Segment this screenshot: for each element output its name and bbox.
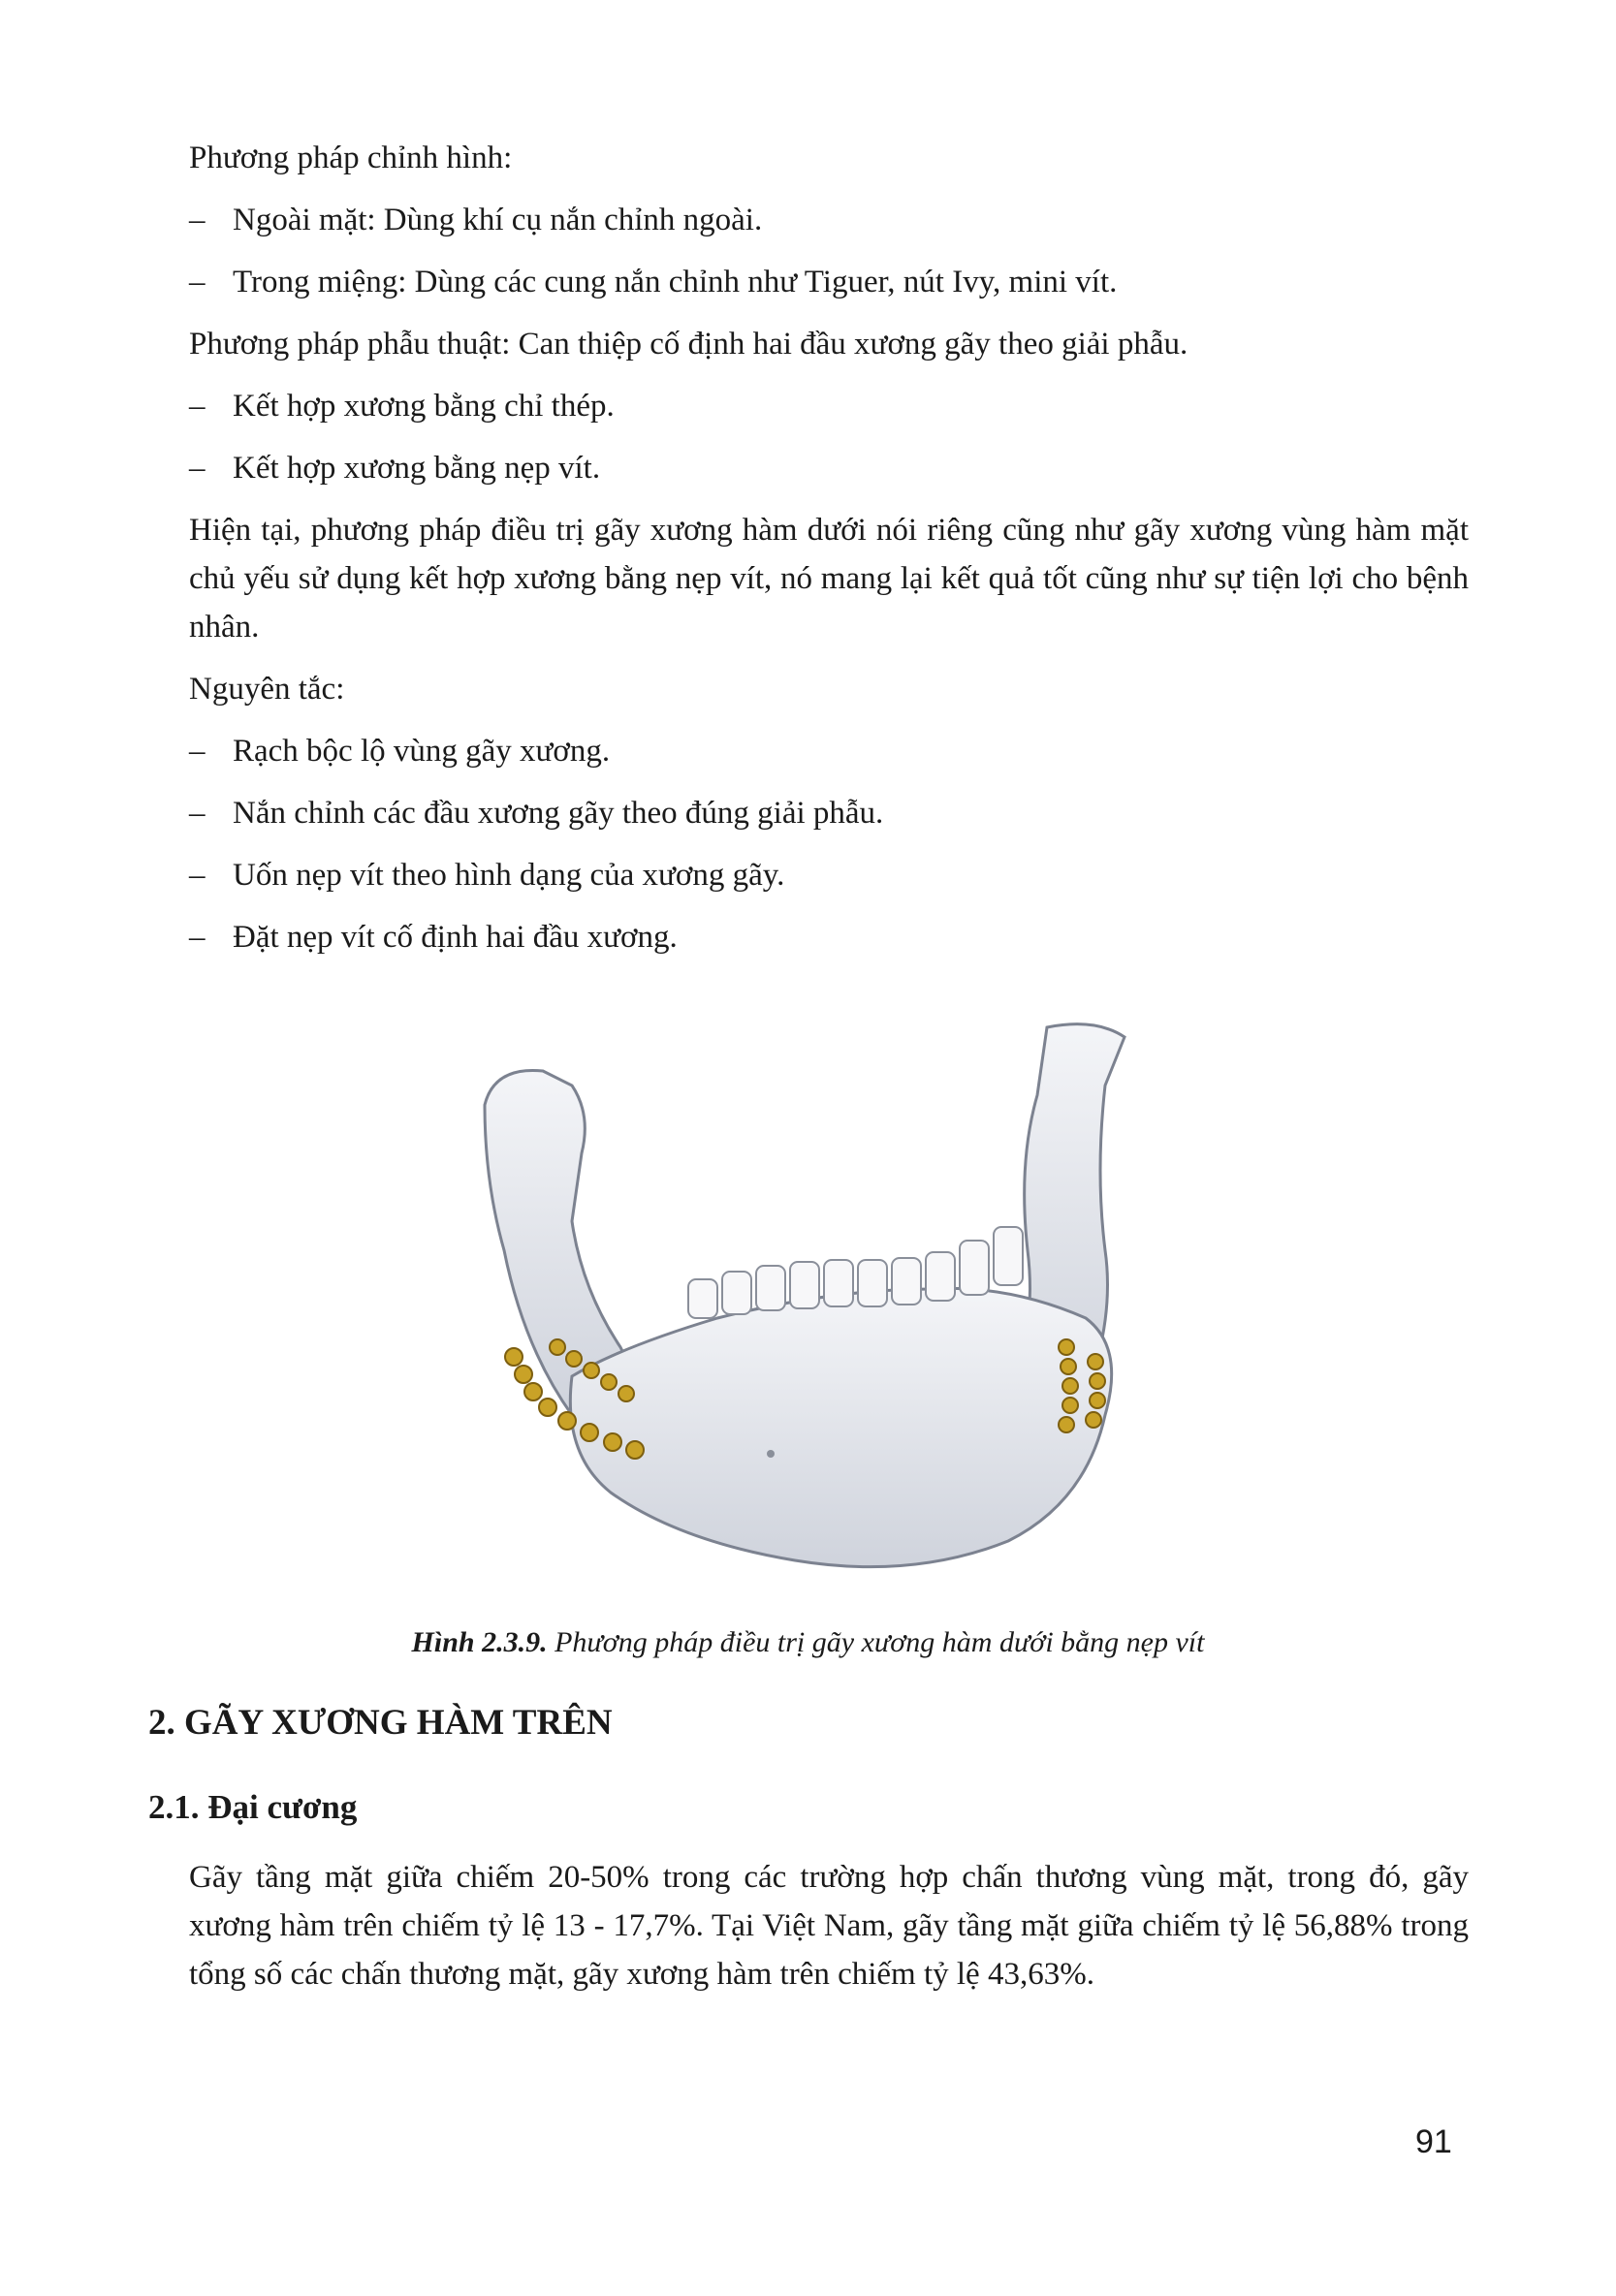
list-item: – Rạch bộc lộ vùng gãy xương. <box>189 727 1469 775</box>
caption-text: Phương pháp điều trị gãy xương hàm dưới bằng nẹp vít <box>547 1626 1205 1658</box>
list-item: – Uốn nẹp vít theo hình dạng của xương gãy. <box>189 851 1469 899</box>
dash-mark: – <box>189 451 206 486</box>
dash-mark: – <box>189 203 206 237</box>
dash-mark: – <box>189 389 206 424</box>
list-item: – Nắn chỉnh các đầu xương gãy theo đúng giải phẫu. <box>189 789 1469 837</box>
mandible-illustration <box>427 998 1202 1599</box>
list-item: – Ngoài mặt: Dùng khí cụ nắn chỉnh ngoài. <box>189 196 1469 244</box>
subsection-heading: 2.1. Đại cương <box>148 1788 358 1826</box>
dash-mark: – <box>189 858 206 893</box>
list-item: – Kết hợp xương bằng nẹp vít. <box>189 444 1469 492</box>
figure-caption <box>0 1623 1616 1662</box>
current-method-paragraph: Hiện tại, phương pháp điều trị gãy xương hàm dưới nói riêng cũng như gãy xương vùng hàm mặt chủ yếu sử dụng kết hợp xương bằng nẹp vít, nó mang lại kết quả tốt cũng như sự tiện lợi cho bệnh nhân. <box>189 513 1469 645</box>
section-heading: 2. GÃY XƯƠNG HÀM TRÊN <box>148 1703 613 1743</box>
general-paragraph: Gãy tầng mặt giữa chiếm 20-50% trong các trường hợp chấn thương vùng mặt, trong đó, gãy xương hàm trên chiếm tỷ lệ 13 - 17,7%. Tại Việt Nam, gãy tầng mặt giữa chiếm tỷ lệ 56,88% trong tổng số các chấn thương mặt, gãy xương hàm trên chiếm tỷ lệ 43,63%. <box>189 1860 1469 1992</box>
dash-mark: – <box>189 920 206 955</box>
dash-mark: – <box>189 734 206 769</box>
body-lower <box>189 1853 1469 1998</box>
list-item: – Trong miệng: Dùng các cung nắn chỉnh như Tiguer, nút Ivy, mini vít. <box>189 258 1469 306</box>
list-item: – Kết hợp xương bằng chỉ thép. <box>189 382 1469 430</box>
dash-mark: – <box>189 796 206 831</box>
ortho-list <box>189 196 1469 306</box>
mandible-figure <box>427 998 1202 1599</box>
surgery-list <box>189 382 1469 492</box>
principle-title: Nguyên tắc: <box>189 672 345 707</box>
page-number: 91 <box>1415 2123 1452 2160</box>
surgery-title: Phương pháp phẫu thuật: Can thiệp cố định hai đầu xương gãy theo giải phẫu. <box>189 327 1188 362</box>
caption-label: Hình 2.3.9. <box>411 1626 548 1658</box>
dash-mark: – <box>189 265 206 299</box>
ortho-title: Phương pháp chỉnh hình: <box>189 141 513 175</box>
list-item: – Đặt nẹp vít cố định hai đầu xương. <box>189 913 1469 961</box>
body-upper <box>189 134 1469 975</box>
mandible-body <box>570 1288 1111 1566</box>
principle-list <box>189 727 1469 961</box>
